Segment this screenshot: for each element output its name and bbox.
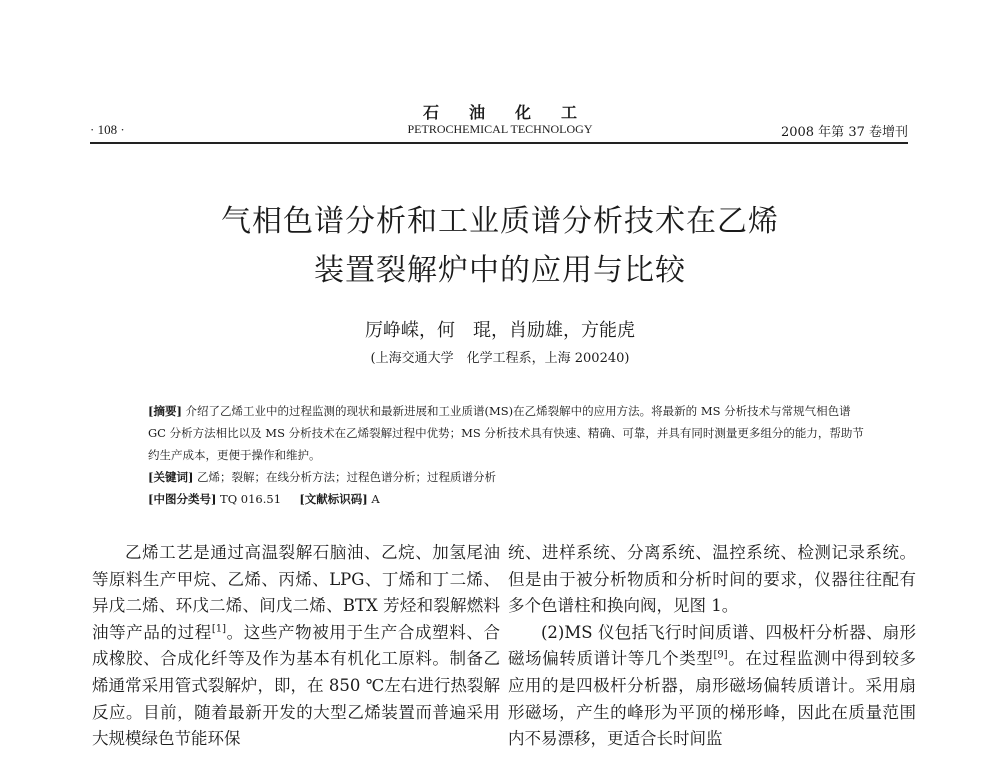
affiliation: (上海交通大学 化学工程系，上海 200240)	[370, 351, 630, 366]
journal-title-cn: 石油化工	[422, 103, 607, 122]
body-text: 。这些产物被用于生产合成塑料、合成橡胶、合成化纤等及作为基本有机化工原料。制备乙烯通常采用管式裂解炉，即，在 850 ℃左右进行热裂解反应。目前，随着最新开发的大型乙烯装置而普遍采用大规模绿色节能环保	[92, 622, 501, 749]
body-left-column	[92, 540, 500, 753]
article-title-line-2: 装置裂解炉中的应用与比较	[314, 253, 686, 288]
abstract	[148, 400, 868, 466]
body-text: 。在过程监测中得到较多应用的是四极杆分析器，扇形磁场偏转质谱计。采用扇形磁场，产生的峰形为平顶的梯形峰，因此在质量范围内不易漂移，更适合长时间监	[508, 649, 917, 749]
keywords	[148, 466, 868, 488]
keywords-label: [关键词]	[148, 470, 194, 484]
page-number: · 108 ·	[90, 122, 125, 137]
abstract-block	[148, 400, 868, 510]
body-right-column	[508, 540, 916, 753]
authors: 厉峥嵘，何 琨，肖励雄，方能虎	[365, 320, 635, 341]
citation: [1]	[211, 623, 227, 635]
doc-code-label: [文献标识码]	[299, 492, 368, 506]
body-paragraph	[508, 620, 916, 753]
citation: [9]	[713, 649, 728, 661]
keywords-text: 乙烯；裂解；在线分析方法；过程色谱分析；过程质谱分析	[197, 470, 497, 484]
abstract-label: [摘要]	[148, 404, 182, 418]
body-text: (2)MS 仪包括飞行时间质谱、四极杆分析器、扇形磁场偏转质谱计等几个类型	[508, 622, 916, 669]
header-rule	[90, 142, 908, 144]
body-paragraph	[92, 540, 500, 753]
classification	[148, 488, 868, 510]
article-title-line-1: 气相色谱分析和工业质谱分析技术在乙烯	[221, 204, 779, 239]
issue-info: 2008 年第 37 卷增刊	[780, 125, 908, 140]
body-paragraph: 统、进样系统、分离系统、温控系统、检测记录系统。但是由于被分析物质和分析时间的要求，仪器往往配有多个色谱柱和换向阀，见图 1。	[508, 543, 916, 616]
journal-title-en: PETROCHEMICAL TECHNOLOGY	[407, 122, 593, 136]
abstract-text: 介绍了乙烯工业中的过程监测的现状和最新进展和工业质谱(MS)在乙烯裂解中的应用方法。将最新的 MS 分析技术与常规气相色谱 GC 分析方法相比以及 MS 分析技术在乙烯裂解过程中优势；MS 分析技术具有快速、精确、可靠，并具有同时测量更多组分的能力，帮助节约生产成本，更便于操作和维护。	[148, 404, 864, 462]
clc-label: [中图分类号]	[148, 492, 217, 506]
doc-code: A	[371, 492, 380, 506]
body-text: 乙烯工艺是通过高温裂解石脑油、乙烷、加氢尾油等原料生产甲烷、乙烯、丙烯、LPG、丁烯和丁二烯、异戊二烯、环戊二烯、间戊二烯、BTX 芳烃和裂解燃料油等产品的过程	[92, 543, 500, 642]
clc-code: TQ 016.51	[220, 492, 282, 506]
